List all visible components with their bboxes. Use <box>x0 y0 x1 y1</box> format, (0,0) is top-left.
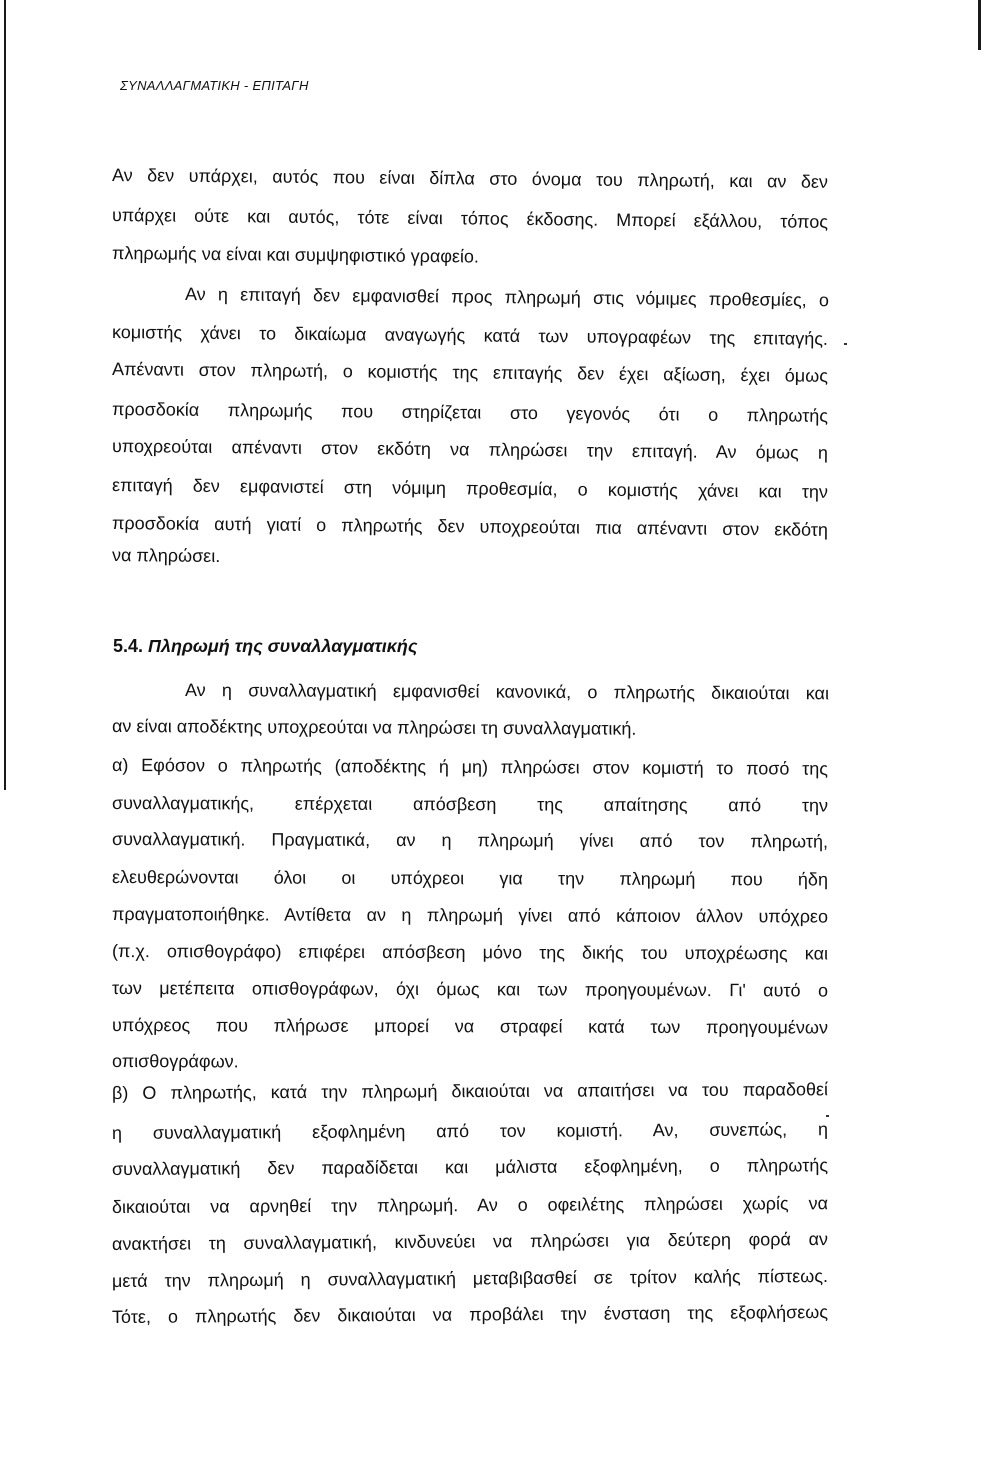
text-line: α) Εφόσον ο πληρωτής (αποδέκτης ή μη) πληρώσει στον κομιστή το ποσό της <box>111 755 829 779</box>
section-number: 5.4. <box>113 636 144 656</box>
text-line: υποχρεούται απέναντι στον εκδότη να πληρώσει την επιταγή. Αν όμως η <box>111 436 829 463</box>
text-line: οπισθογράφων. <box>111 1051 239 1072</box>
text-line: αν είναι αποδέκτης υποχρεούται να πληρώσει τη συναλλαγματική. <box>111 716 637 739</box>
text-line: υπάρχει ούτε και αυτός, τότε είναι τόπος έκδοσης. Μπορεί εξάλλου, τόπος <box>111 205 829 232</box>
text-line: κομιστής χάνει το δικαίωμα αναγωγής κατά των υπογραφέων της επιταγής. <box>111 322 829 349</box>
text-line: Αν δεν υπάρχει, αυτός που είναι δίπλα στο όνομα του πληρωτή, και αν δεν <box>111 165 829 192</box>
text-line: Αν η συναλλαγματική εμφανισθεί κανονικά, ο πληρωτής δικαιούται και <box>184 680 830 704</box>
text-line: Αν η επιταγή δεν εμφανισθεί προς πληρωμή στις νόμιμες προθεσμίες, ο <box>184 284 830 311</box>
text-line: να πληρώσει. <box>111 545 221 567</box>
text-line: πραγματοποιήθηκε. Αντίθετα αν η πληρωμή γίνει από κάποιον άλλον υπόχρεο <box>111 904 829 927</box>
text-line: πληρωμής να είναι και συμψηφιστικό γραφείο. <box>111 243 480 267</box>
text-line: συναλλαγματικής, επέρχεται απόσβεση της απαίτησης από την <box>111 793 829 816</box>
scan-speck <box>844 343 847 345</box>
text-line: προσδοκία αυτή γιατί ο πληρωτής δεν υποχρεούται πια απέναντι στον εκδότη <box>111 513 829 540</box>
text-line: των μετέπειτα οπισθογράφων, όχι όμως και των προηγουμένων. Γι' αυτό ο <box>111 978 829 1001</box>
text-line: μετά την πληρωμή η συναλλαγματική μεταβιβασθεί σε τρίτον καλής πίστεως. <box>111 1266 829 1291</box>
text-line: συναλλαγματική. Πραγματικά, αν η πληρωμή γίνει από τον πληρωτή, <box>111 829 829 852</box>
text-line: Τότε, ο πληρωτής δεν δικαιούται να προβάλει την ένσταση της εξοφλήσεως <box>111 1302 829 1327</box>
scan-edge-left <box>4 0 6 790</box>
text-line: ανακτήσει τη συναλλαγματική, κινδυνεύει να πληρώσει για δεύτερη φορά αν <box>111 1229 829 1254</box>
text-line: ελευθερώνονται όλοι οι υπόχρεοι για την πληρωμή που ήδη <box>111 867 829 890</box>
text-line: η συναλλαγματική εξοφλημένη από τον κομιστή. Αν, συνεπώς, η <box>111 1119 829 1143</box>
text-line: δικαιούται να αρνηθεί την πληρωμή. Αν ο οφειλέτης πληρώσει χωρίς να <box>111 1193 829 1217</box>
scan-speck <box>826 1115 829 1117</box>
section-title: Πληρωμή της συναλλαγματικής <box>148 636 418 656</box>
text-line: β) Ο πληρωτής, κατά την πληρωμή δικαιούται να απαιτήσει να του παραδοθεί <box>111 1079 829 1103</box>
running-head: ΣΥΝΑΛΛΑΓΜΑΤΙΚΗ - ΕΠΙΤΑΓΗ <box>120 78 309 93</box>
text-line: (π.χ. οπισθογράφο) επιφέρει απόσβεση μόνο της δικής του υποχρέωσης και <box>111 941 829 964</box>
text-line: επιταγή δεν εμφανιστεί στη νόμιμη προθεσμία, ο κομιστής χάνει και την <box>111 475 829 502</box>
text-line: Απέναντι στον πληρωτή, ο κομιστής της επιταγής δεν έχει αξίωση, έχει όμως <box>111 359 829 386</box>
text-line: συναλλαγματική δεν παραδίδεται και μάλιστα εξοφλημένη, ο πληρωτής <box>111 1155 829 1179</box>
scan-edge-right <box>978 0 981 50</box>
text-line: προσδοκία πληρωμής που στηρίζεται στο γεγονός ότι ο πληρωτής <box>111 399 829 426</box>
section-heading <box>113 636 418 657</box>
text-line: υπόχρεος που πλήρωσε μπορεί να στραφεί κατά των προηγουμένων <box>111 1015 829 1038</box>
